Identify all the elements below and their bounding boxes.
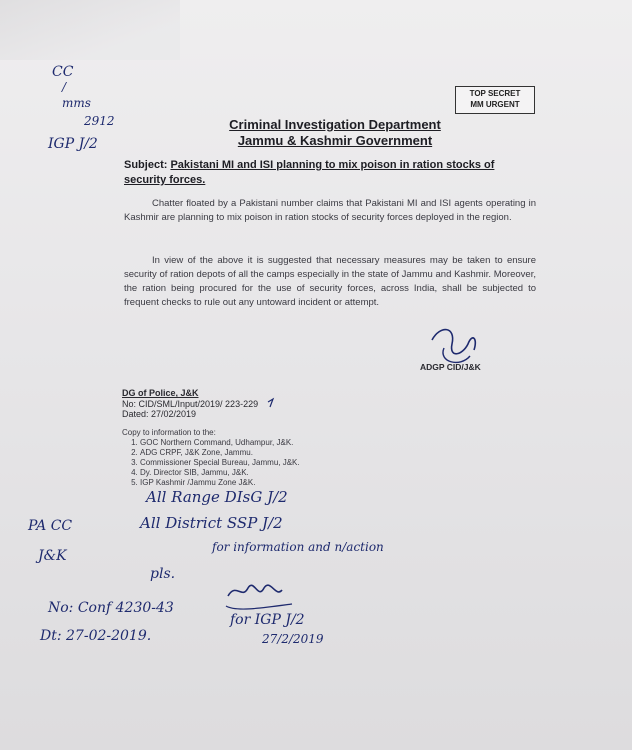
handwritten-date-fragment: 2912 xyxy=(84,114,115,128)
handwritten-jk: J&K xyxy=(38,548,67,564)
reference-date: Dated: 27/02/2019 xyxy=(122,409,197,419)
department-heading: Criminal Investigation Department xyxy=(229,117,441,132)
handwritten-igp: IGP J/2 xyxy=(48,136,98,152)
handwritten-cc: CC xyxy=(52,64,74,80)
handwritten-info-action: for information and n/action xyxy=(212,540,384,554)
body-paragraph-2: In view of the above it is suggested that necessary measures may be taken to ensure security of ration depots of all the camps especially in the state of Jammu and Kashmir. Moreover, the ration being procured for the use of security forces, across India, shall be subjected to frequent checks to rule out any untoward incident or attempt. xyxy=(124,255,536,308)
stamp-line-2: MM URGENT xyxy=(470,100,520,109)
handwritten-pa-cc: PA CC xyxy=(28,518,73,534)
handwritten-for-igp: for IGP J/2 xyxy=(230,612,305,628)
handwritten-igp-date: 27/2/2019 xyxy=(262,632,324,646)
handwritten-ranges: All Range DIsG J/2 xyxy=(146,488,288,506)
copy-list-item: 5. IGP Kashmir /Jammu Zone J&K. xyxy=(140,478,300,488)
copy-list-item: 3. Commissioner Special Bureau, Jammu, J&K. xyxy=(140,458,300,468)
copy-list-item: 1. GOC Northern Command, Udhampur, J&K. xyxy=(140,438,300,448)
handwritten-mms: mms xyxy=(62,96,91,110)
addressee-title: DG of Police, J&K xyxy=(122,388,199,398)
adgp-signature-loop xyxy=(443,348,470,362)
signatory-title: ADGP CID/J&K xyxy=(420,362,481,372)
government-heading: Jammu & Kashmir Government xyxy=(237,133,433,148)
handwritten-please: pls. xyxy=(150,566,176,582)
handwritten-slash: / xyxy=(62,80,67,94)
handwritten-reference-date: Dt: 27-02-2019. xyxy=(40,628,152,644)
handwritten-districts: All District SSP J/2 xyxy=(140,514,283,532)
adgp-signature-mark xyxy=(432,330,475,354)
subject-text: Pakistani MI and ISI planning to mix poison in ration stocks of security forces. xyxy=(124,159,495,186)
copy-list-item: 4. Dy. Director SIB, Jammu, J&K. xyxy=(140,468,300,478)
dated-tick-mark xyxy=(268,399,273,407)
stamp-line-1: TOP SECRET xyxy=(469,89,521,98)
igp-signature-mark xyxy=(228,585,282,596)
copy-list-item: 2. ADG CRPF, J&K Zone, Jammu. xyxy=(140,448,300,458)
copy-intro: Copy to information to the: xyxy=(122,428,216,437)
igp-signature-underline xyxy=(226,604,292,609)
body-paragraph-1: Chatter floated by a Pakistani number claims that Pakistani MI and ISI agents operating in Kashmir are planning to mix poison in ration stocks of security forces deployed in the region. xyxy=(124,198,536,223)
subject-label: Subject: xyxy=(124,159,168,171)
reference-number: No: CID/SML/Input/2019/ 223-229 xyxy=(122,398,259,409)
handwritten-reference-number: No: Conf 4230-43 xyxy=(48,600,174,616)
